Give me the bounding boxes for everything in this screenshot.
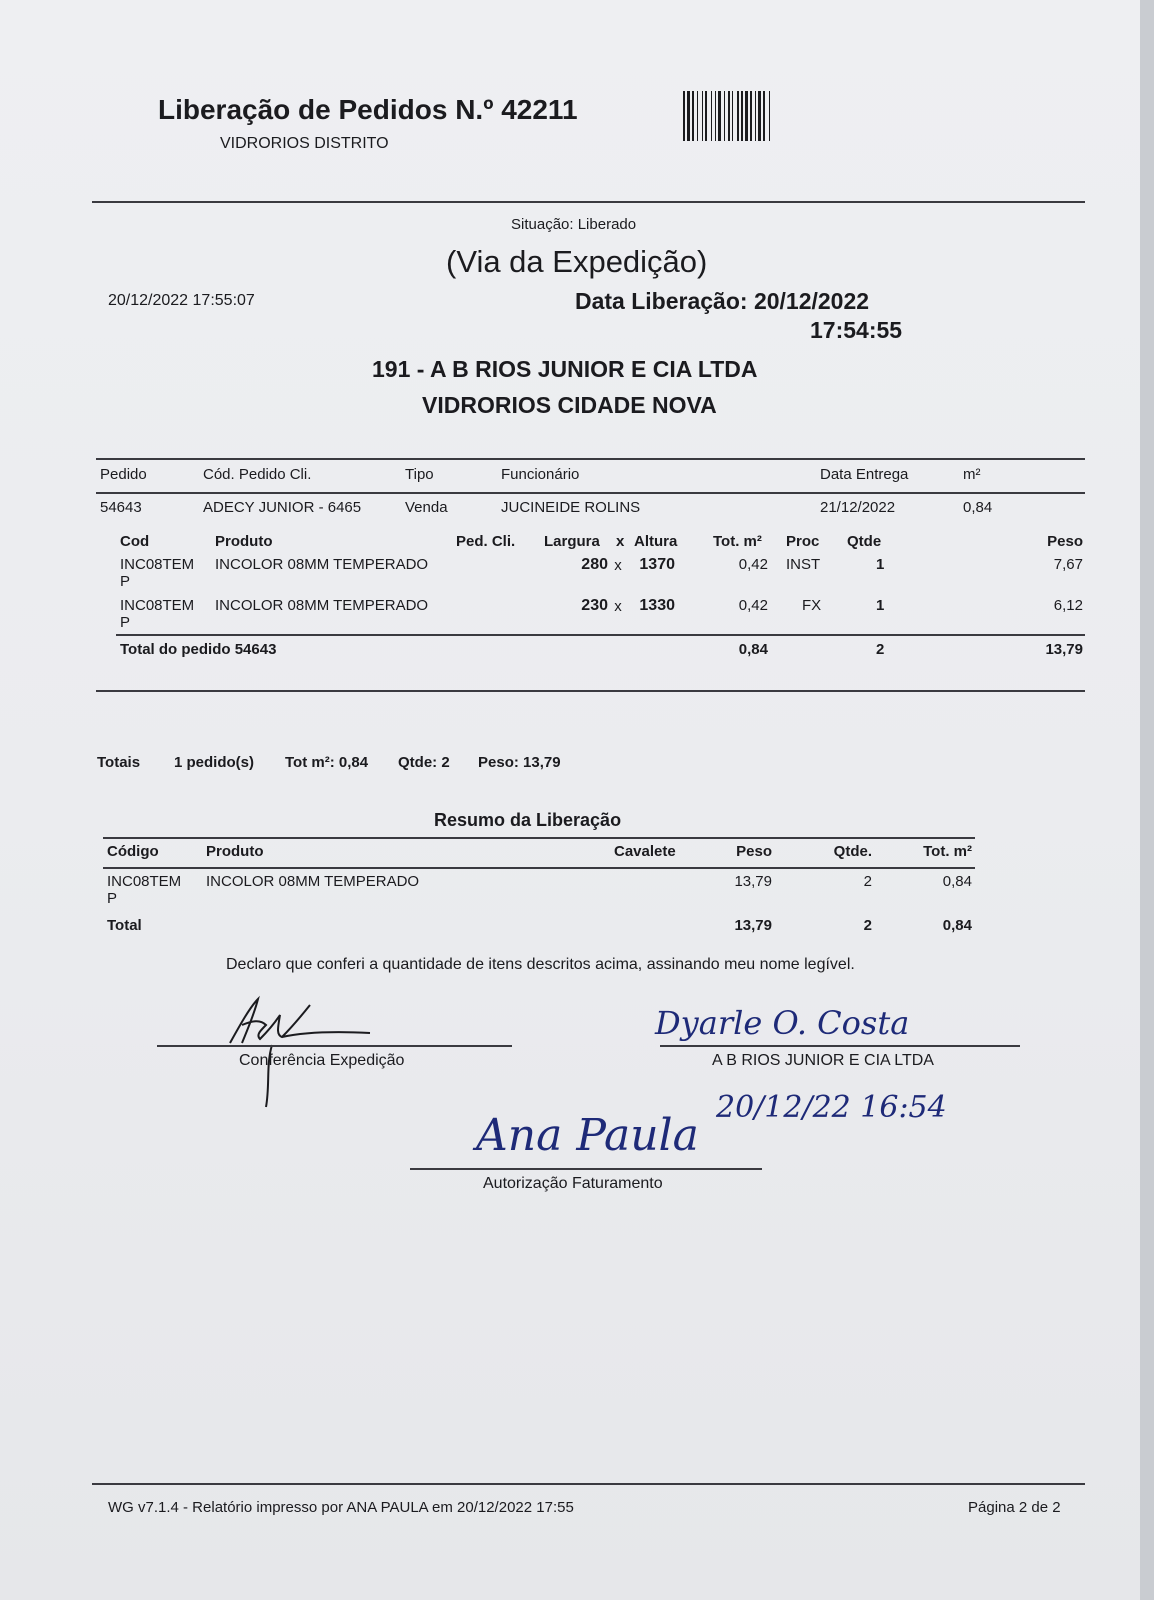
summary-total-m2: 0,84: [942, 917, 972, 934]
conferencia-signature: [220, 985, 380, 1115]
summary-tot-m2: 0,84: [942, 873, 972, 890]
col-header-data-entrega: Data Entrega: [820, 466, 909, 483]
col-header-pedido: Pedido: [100, 466, 147, 483]
item-header-largura: Largura: [544, 533, 600, 550]
item-proc: FX: [802, 597, 822, 614]
summary-header-codigo: Código: [107, 843, 159, 860]
item-largura: 230: [581, 597, 608, 614]
summary-produto: INCOLOR 08MM TEMPERADO: [206, 873, 420, 890]
print-datetime: 20/12/2022 17:55:07: [108, 292, 255, 309]
autorizacao-signature-line: [410, 1168, 762, 1170]
item-cod-line2: P: [120, 614, 131, 631]
col-header-funcionario: Funcionário: [501, 466, 580, 483]
summary-peso: 13,79: [734, 873, 772, 890]
release-date: Data Liberação: 20/12/2022: [575, 288, 870, 314]
item-qtde: 1: [876, 556, 885, 573]
item-header-x: x: [616, 533, 625, 550]
order-funcionario: JUCINEIDE ROLINS: [501, 499, 641, 516]
summary-qtde: 2: [863, 873, 872, 890]
order-total-label: Total do pedido 54643: [120, 641, 277, 658]
item-tot-m2: 0,42: [738, 597, 768, 614]
client-name: 191 - A B RIOS JUNIOR E CIA LTDA: [372, 356, 758, 382]
summary-header-cavalete: Cavalete: [614, 843, 676, 860]
item-peso: 6,12: [1053, 597, 1083, 614]
declaration-text: Declaro que conferi a quantidade de itens descritos acima, assinando meu nome legível.: [226, 956, 855, 973]
summary-codigo-line2: P: [107, 890, 118, 907]
page-number: Página 2 de 2: [968, 1499, 1061, 1516]
totals-peso: Peso: 13,79: [478, 754, 561, 771]
summary-total-qtde: 2: [863, 917, 872, 934]
order-pedido: 54643: [100, 499, 142, 516]
totals-m2: Tot m²: 0,84: [285, 754, 369, 771]
item-cod-line2: P: [120, 573, 131, 590]
item-tot-m2: 0,42: [738, 556, 768, 573]
col-header-cod-pedido-cli: Cód. Pedido Cli.: [203, 466, 312, 483]
via-title: (Via da Expedição): [446, 244, 708, 279]
item-peso: 7,67: [1053, 556, 1083, 573]
release-time: 17:54:55: [810, 317, 903, 343]
header-divider: [92, 201, 1085, 203]
company-name: VIDRORIOS DISTRITO: [220, 135, 389, 152]
item-cod-line1: INC08TEM: [120, 556, 195, 573]
item-header-altura: Altura: [634, 533, 678, 550]
col-header-m2: m²: [963, 466, 981, 483]
summary-header-line: [103, 867, 975, 869]
item-largura: 280: [581, 556, 608, 573]
autorizacao-handwritten: Ana Paula: [476, 1110, 699, 1161]
summary-header-qtde: Qtde.: [833, 843, 872, 860]
client-signature-label: A B RIOS JUNIOR E CIA LTDA: [712, 1052, 934, 1069]
autorizacao-label: Autorização Faturamento: [483, 1175, 663, 1192]
summary-header-produto: Produto: [206, 843, 264, 860]
summary-total-peso: 13,79: [734, 917, 772, 934]
order-total-m2: 0,84: [738, 641, 768, 658]
order-cod-cli: ADECY JUNIOR - 6465: [203, 499, 362, 516]
item-header-qtde: Qtde: [847, 533, 882, 550]
barcode: [683, 91, 857, 141]
status-text: Situação: Liberado: [511, 216, 637, 233]
item-produto: INCOLOR 08MM TEMPERADO: [215, 556, 429, 573]
footer-divider: [92, 1483, 1085, 1485]
order-total-peso: 13,79: [1045, 641, 1083, 658]
order-m2: 0,84: [963, 499, 993, 516]
item-x: x: [614, 598, 622, 615]
item-altura: 1330: [639, 597, 675, 614]
summary-title: Resumo da Liberação: [434, 810, 622, 830]
item-proc: INST: [786, 556, 821, 573]
item-cod-line1: INC08TEM: [120, 597, 195, 614]
order-section-bottom-line: [96, 690, 1085, 692]
order-table-header-line: [96, 492, 1085, 494]
client-signature-line: [660, 1045, 1020, 1047]
order-table-top-line: [96, 458, 1085, 460]
document-title: Liberação de Pedidos N.º 42211: [158, 94, 578, 125]
conferencia-label: Conferência Expedição: [239, 1052, 405, 1069]
order-data-entrega: 21/12/2022: [820, 499, 896, 516]
footer-print-info: WG v7.1.4 - Relatório impresso por ANA PAULA em 20/12/2022 17:55: [108, 1499, 574, 1516]
summary-codigo-line1: INC08TEM: [107, 873, 182, 890]
item-x: x: [614, 557, 622, 574]
handwritten-date: 20/12/22 16:54: [716, 1090, 947, 1125]
item-header-cod: Cod: [120, 533, 150, 550]
item-produto: INCOLOR 08MM TEMPERADO: [215, 597, 429, 614]
summary-total-label: Total: [107, 917, 142, 934]
client-store: VIDRORIOS CIDADE NOVA: [422, 392, 717, 418]
conferencia-signature-line: [157, 1045, 512, 1047]
order-tipo: Venda: [405, 499, 448, 516]
item-header-produto: Produto: [215, 533, 273, 550]
item-qtde: 1: [876, 597, 885, 614]
item-header-tot-m2: Tot. m²: [713, 533, 762, 550]
summary-top-line: [103, 837, 975, 839]
summary-header-peso: Peso: [736, 843, 772, 860]
totals-qtde: Qtde: 2: [398, 754, 450, 771]
item-header-ped-cli: Ped. Cli.: [456, 533, 516, 550]
item-header-proc: Proc: [786, 533, 820, 550]
summary-header-tot-m2: Tot. m²: [923, 843, 972, 860]
item-altura: 1370: [639, 556, 675, 573]
col-header-tipo: Tipo: [405, 466, 434, 483]
totals-label: Totais: [97, 754, 141, 771]
item-header-peso: Peso: [1047, 533, 1083, 550]
totals-pedidos: 1 pedido(s): [174, 754, 255, 771]
order-total-qtde: 2: [876, 641, 885, 658]
order-total-line: [116, 634, 1085, 636]
client-handwritten-name: Dyarle O. Costa: [655, 1004, 910, 1042]
